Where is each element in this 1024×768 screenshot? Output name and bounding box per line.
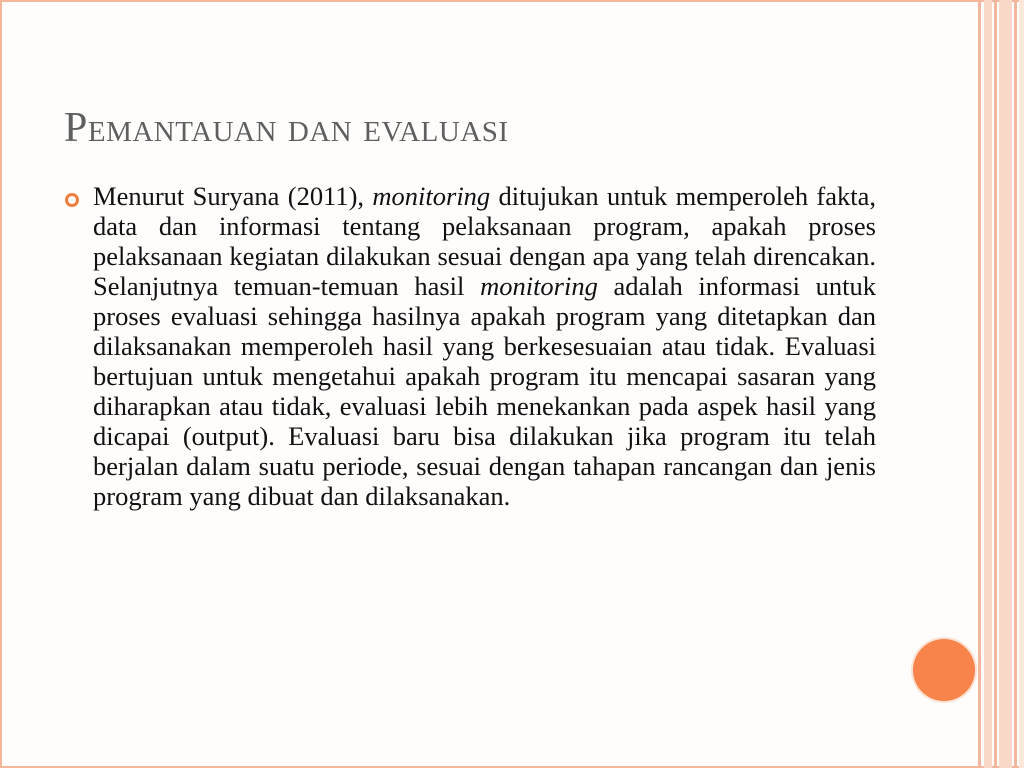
decorative-stripe	[978, 0, 981, 768]
paragraph-segment: adalah informasi untuk proses evaluasi sehingga hasilnya apakah program yang ditetapkan dan dilaksanakan memperoleh hasil yang berkesesuaian atau tidak. Evaluasi bertujuan untuk mengetahui apakah program itu mencapai sasaran yang diharapkan atau tidak, evaluasi lebih menekankan pada aspek hasil yang dicapai (output). Evaluasi baru bisa dilakukan jika program itu telah berjalan dalam suatu periode, sesuai dengan tahapan rancangan dan jenis program yang dibuat dan dilaksanakan.	[93, 271, 877, 511]
paragraph-segment-italic: monitoring	[480, 271, 598, 301]
body-paragraph	[93, 181, 876, 511]
decorative-stripe	[1019, 0, 1024, 768]
decorative-stripe	[984, 0, 992, 768]
decorative-stripe	[1014, 0, 1017, 768]
paragraph-segment-italic: monitoring	[372, 181, 491, 211]
decorative-stripe	[994, 0, 997, 768]
slide-title: Pemantauan dan evaluasi	[64, 105, 509, 151]
orange-circle-decoration	[913, 639, 975, 701]
bullet-ring-icon	[65, 193, 79, 207]
paragraph-segment: ditujukan untuk memperoleh fakta, data dan informasi tentang pelaksanaan program, apakah proses pelaksanaan kegiatan dilakukan sesuai dengan apa yang telah direncakan. Selanjutnya temuan-temuan hasil	[93, 181, 877, 301]
paragraph-segment: Menurut Suryana (2011),	[93, 181, 373, 211]
decorative-stripe	[999, 0, 1012, 768]
